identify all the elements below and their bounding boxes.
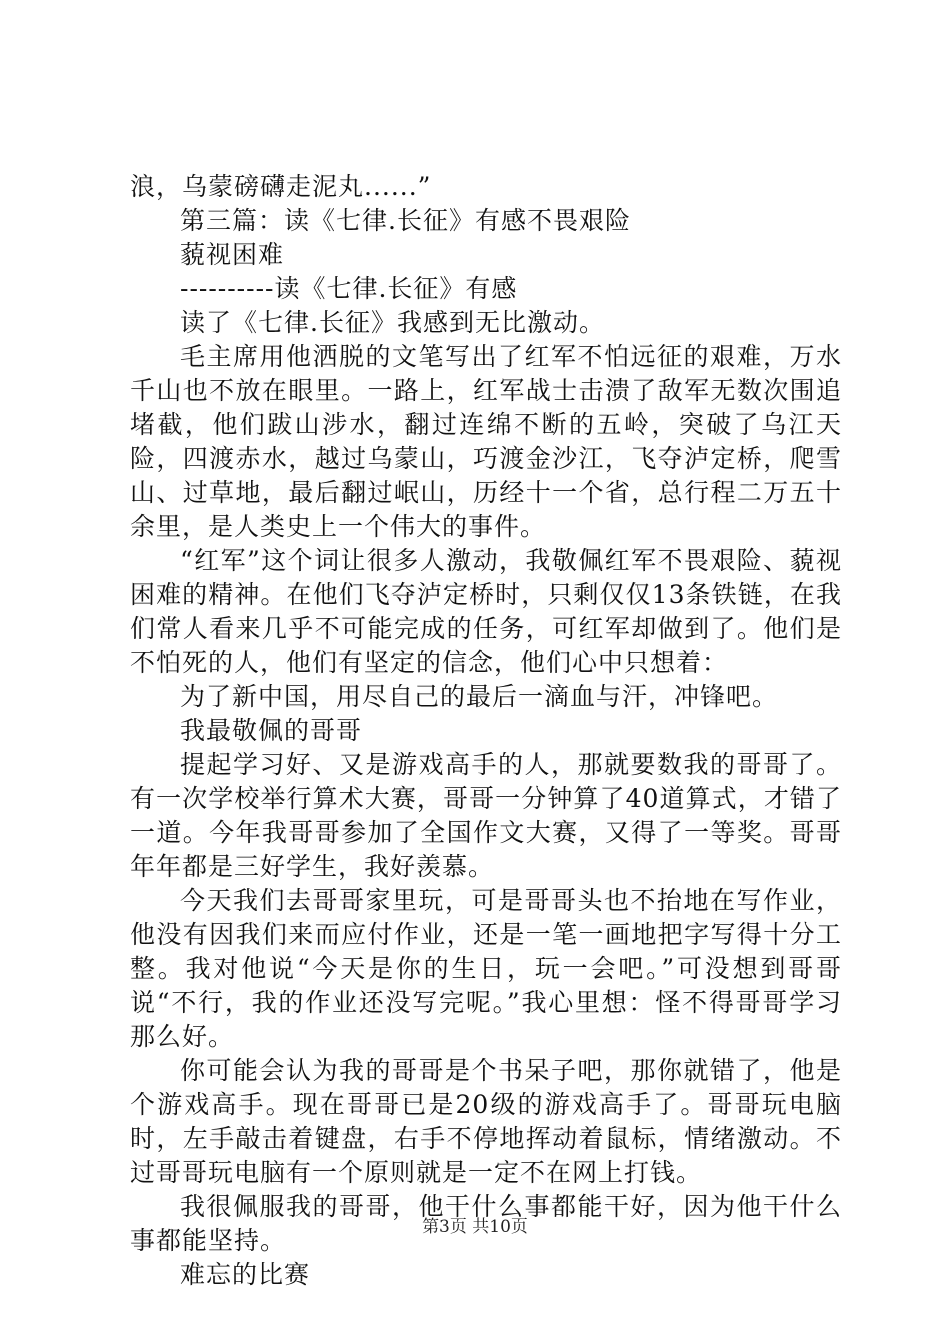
section-heading-part-three: 第三篇：读《七律.长征》有感不畏艰险 bbox=[180, 206, 631, 235]
paragraph-brother-homework: 今天我们去哥哥家里玩，可是哥哥头也不抬地在写作业，他没有因我们来而应付作业，还是一笔一画地把字写得十分工整。我对他说“今天是你的生日，玩一会吧。”可没想到哥哥说“不行，我的作业还没写完呢。”我心里想：怪不得哥哥学习那么好。 bbox=[130, 886, 842, 1051]
paragraph-brother-gaming: 你可能会认为我的哥哥是个书呆子吧，那你就错了，他是个游戏高手。现在哥哥已是20级的游戏高手了。哥哥玩电脑时，左手敲击着键盘，右手不停地挥动着鼠标，情绪激动。不过哥哥玩电脑有一个原则就是一定不在网上打钱。 bbox=[130, 1056, 842, 1187]
essay-title-brother: 我最敬佩的哥哥 bbox=[180, 716, 363, 745]
paragraph-new-china: 为了新中国，用尽自己的最后一滴血与汗，冲锋吧。 bbox=[180, 682, 779, 711]
document-body bbox=[130, 170, 842, 1292]
paragraph-long-march: 毛主席用他洒脱的文笔写出了红军不怕远征的艰难，万水千山也不放在眼里。一路上，红军战士击溃了敌军无数次围追堵截，他们跋山涉水，翻过连绵不断的五岭，突破了乌江天险，四渡赤水，越过乌蒙山，巧渡金沙江，飞夺泸定桥，爬雪山、过草地，最后翻过岷山，历经十一个省，总行程二万五十余里，是人类史上一个伟大的事件。 bbox=[130, 342, 842, 541]
essay-title-competition: 难忘的比赛 bbox=[180, 1260, 311, 1289]
section-heading-continuation: 藐视困难 bbox=[180, 240, 285, 269]
paragraph-intro: 读了《七律.长征》我感到无比激动。 bbox=[180, 308, 605, 337]
paragraph-red-army: “红军”这个词让很多人激动，我敬佩红军不畏艰险、藐视困难的精神。在他们飞夺泸定桥时，只剩仅仅13条铁链，在我们常人看来几乎不可能完成的任务，可红军却做到了。他们是不怕死的人，他们有坚定的信念，他们心中只想着： bbox=[130, 546, 842, 677]
paragraph-poem-ending: 浪，乌蒙磅礴走泥丸......” bbox=[130, 172, 432, 201]
paragraph-brother-admiration: 我很佩服我的哥哥，他干什么事都能干好，因为他干什么事都能坚持。 bbox=[130, 1192, 842, 1255]
paragraph-brother-study: 提起学习好、又是游戏高手的人，那就要数我的哥哥了。有一次学校举行算术大赛，哥哥一分钟算了40道算式，才错了一道。今年我哥哥参加了全国作文大赛，又得了一等奖。哥哥年年都是三好学生，我好羡慕。 bbox=[130, 750, 842, 881]
section-subtitle: ----------读《七律.长征》有感 bbox=[180, 274, 518, 303]
page-number-footer: 第3页 共10页 bbox=[422, 1217, 528, 1237]
